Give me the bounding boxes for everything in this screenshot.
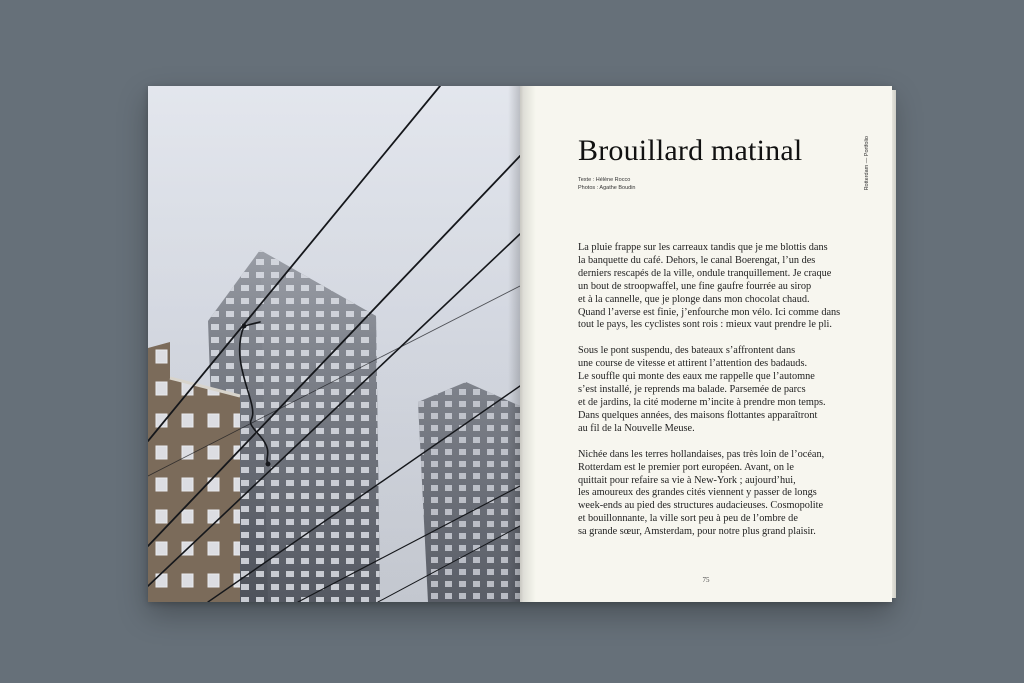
article-title: Brouillard matinal xyxy=(578,134,803,167)
page-edge xyxy=(892,90,896,598)
article-credits xyxy=(578,176,636,192)
paragraph: Nichée dans les terres hollandaises, pas très loin de l’océan, Rotterdam est le premier port européen. Avant, on le quittait pour refaire sa vie à New-York ; aujourd’hui, les amoureux des grandes cités viennent y passer de longs week-ends au pied des structures audacieuses. Cosmopolite et bouillonnante, la ville sort peu à peu de l’ombre de sa grande sœur, Amsterdam, pour notre plus grand plaisir. xyxy=(578,448,825,538)
paragraph: Sous le pont suspendu, des bateaux s’affrontent dans une course de vitesse et attirent l’attention des badauds. Le souffle qui monte des eaux me rappelle que l’automne s’est installé, je reprends ma balade. Parsemée de parcs et de jardins, la cité moderne m’incite à prendre mon temps. Dans quelques années, des maisons flottantes apparaîtront au fil de la Nouvelle Meuse. xyxy=(578,345,826,434)
text-page xyxy=(520,86,892,602)
photo-page xyxy=(148,86,520,602)
page-number: 75 xyxy=(702,576,710,584)
text-credit: Texte : Hélène Rocco xyxy=(578,177,631,183)
photo-credit: Photos : Agathe Boudin xyxy=(578,185,636,191)
building-photo xyxy=(148,86,520,602)
running-head: Rotterdam — Portfolio xyxy=(864,136,870,191)
magazine-spread xyxy=(148,86,892,602)
paragraph: La pluie frappe sur les carreaux tandis que je me blottis dans la banquette du café. Dehors, le canal Boerengat, l’un des derniers rescapés de la ville, ondule tranquillement. Je craque un bout de stroopwaffel, une fine gaufre fourrée au sirop et à la cannelle, que je plonge dans mon chocolat chaud. Quand l’averse est finie, j’enfourche mon vélo. Ici comme dans tout le pays, les cyclistes sont rois : mieux vaut prendre le pli. xyxy=(578,242,841,331)
article-body xyxy=(578,242,868,552)
